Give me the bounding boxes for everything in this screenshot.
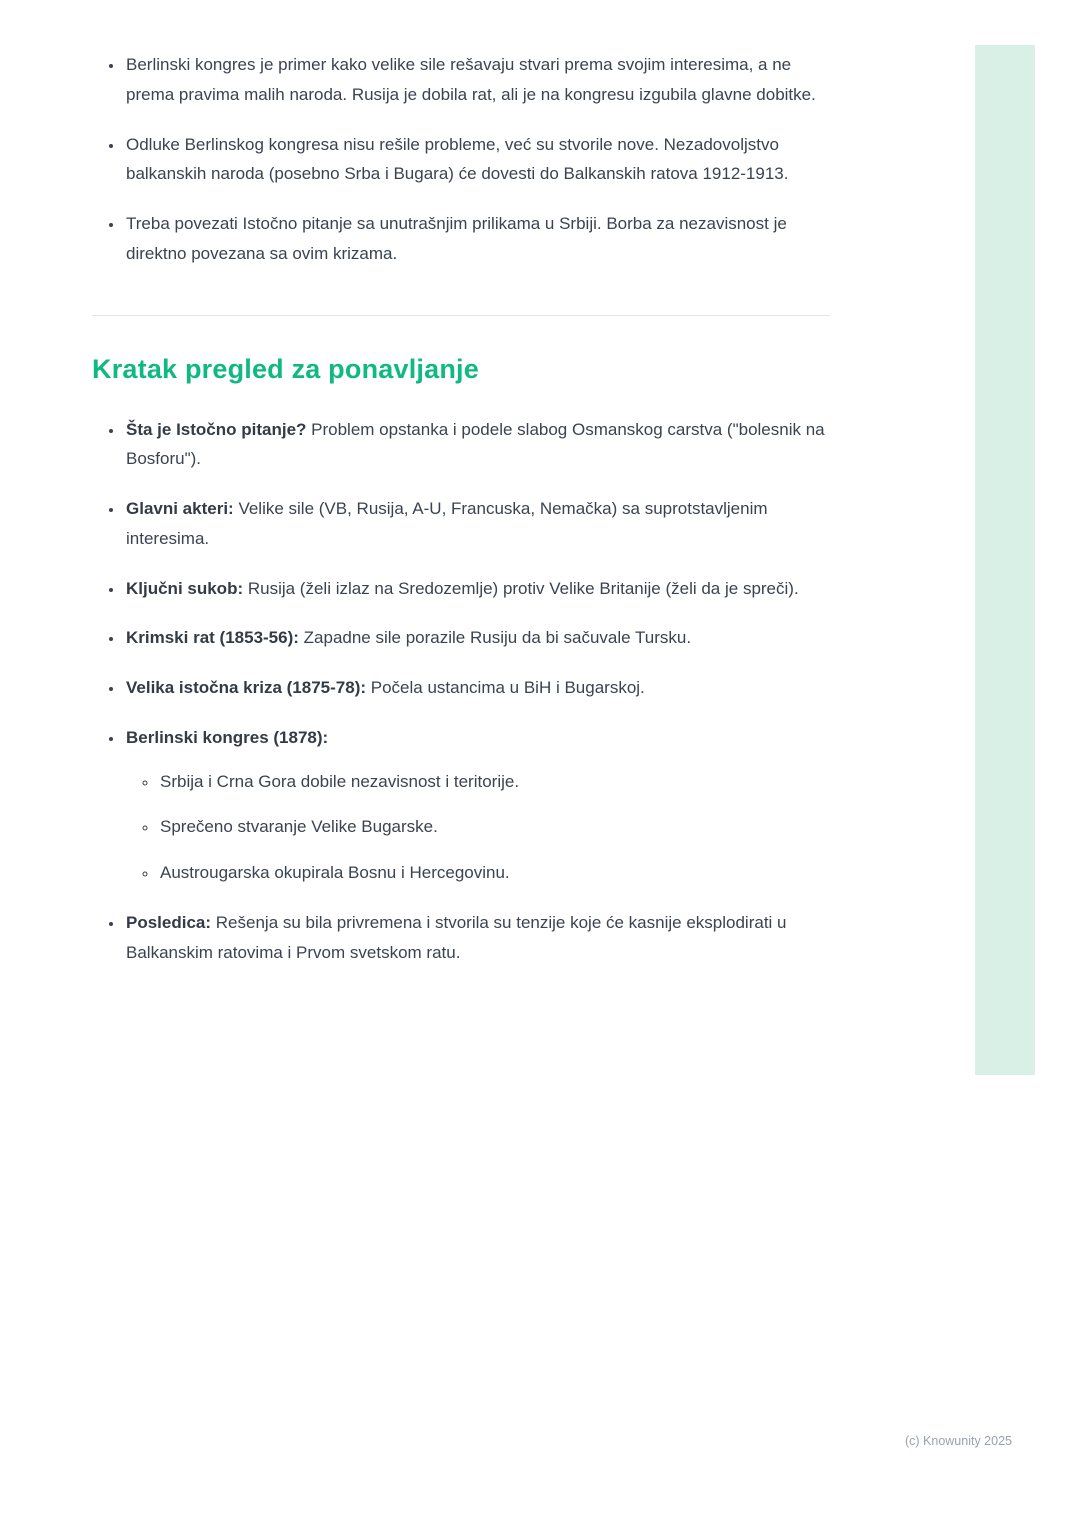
bullet-lead: Posledica: bbox=[126, 912, 212, 932]
list-item bbox=[124, 50, 837, 110]
list-item bbox=[124, 574, 837, 604]
sub-bullet-list bbox=[126, 767, 837, 888]
bullet-lead: Berlinski kongres (1878): bbox=[126, 727, 329, 747]
bullet-text: Zapadne sile porazile Rusiju da bi sačuvale Tursku. bbox=[298, 628, 692, 648]
bullet-lead: Glavni akteri: bbox=[126, 499, 234, 518]
list-item bbox=[124, 723, 837, 888]
list-item bbox=[124, 415, 837, 475]
sub-list-item bbox=[158, 812, 837, 842]
bullet-text: Problem opstanka i podele slabog Osmanskog carstva ("bolesnik na Bosforu"). bbox=[126, 419, 825, 469]
bullet-text: Rešenja su bila privremena i stvorila su tenzije koje će kasnije eksplodirati u Balkanskim ratovima i Prvom svetskom ratu. bbox=[126, 912, 787, 962]
bullet-lead: Velika istočna kriza (1875-78): bbox=[126, 678, 367, 697]
bullet-text: Rusija (želi izlaz na Sredozemlje) protiv Velike Britanije (želi da je spreči). bbox=[243, 578, 799, 598]
list-item bbox=[124, 908, 837, 968]
list-item bbox=[124, 623, 837, 653]
sub-bullet-text: Austrougarska okupirala Bosnu i Hercegovinu. bbox=[160, 863, 510, 882]
list-item bbox=[124, 673, 837, 703]
sub-list-item bbox=[158, 858, 837, 888]
section-divider bbox=[92, 315, 830, 316]
list-item bbox=[124, 209, 837, 269]
decorative-right-stripe bbox=[975, 45, 1035, 1075]
bullet-lead: Ključni sukob: bbox=[126, 578, 244, 598]
sub-bullet-text: Sprečeno stvaranje Velike Bugarske. bbox=[160, 817, 438, 837]
bullet-text: Berlinski kongres je primer kako velike sile rešavaju stvari prema svojim interesima, a ne prema pravima malih naroda. Rusija je dobila rat, ali je na kongresu izgubila glavne dobitke. bbox=[126, 55, 816, 104]
bullet-lead: Šta je Istočno pitanje? bbox=[126, 419, 307, 439]
list-item bbox=[124, 494, 837, 554]
document-content bbox=[92, 50, 837, 987]
section-heading: Kratak pregled za ponavljanje bbox=[92, 353, 479, 384]
summary-bullet-list bbox=[92, 415, 837, 968]
sub-list-item bbox=[158, 767, 837, 797]
list-item bbox=[124, 130, 837, 190]
sub-bullet-text: Srbija i Crna Gora dobile nezavisnost i teritorije. bbox=[160, 771, 520, 791]
bullet-text: Treba povezati Istočno pitanje sa unutrašnjim prilikama u Srbiji. Borba za nezavisnost je direktno povezana sa ovim krizama. bbox=[126, 214, 787, 263]
bullet-text: Velike sile (VB, Rusija, A-U, Francuska, Nemačka) sa suprotstavljenim interesima. bbox=[126, 499, 768, 548]
bullet-text: Odluke Berlinskog kongresa nisu rešile probleme, već su stvorile nove. Nezadovoljstvo balkanskih naroda (posebno Srba i Bugara) će dovesti do Balkanskih ratova 1912-1913. bbox=[126, 134, 789, 184]
bullet-text: Počela ustancima u BiH i Bugarskoj. bbox=[366, 678, 645, 697]
copyright-footer: (c) Knowunity 2025 bbox=[904, 1434, 1012, 1448]
intro-bullet-list bbox=[92, 50, 837, 269]
bullet-lead: Krimski rat (1853-56): bbox=[126, 628, 299, 648]
